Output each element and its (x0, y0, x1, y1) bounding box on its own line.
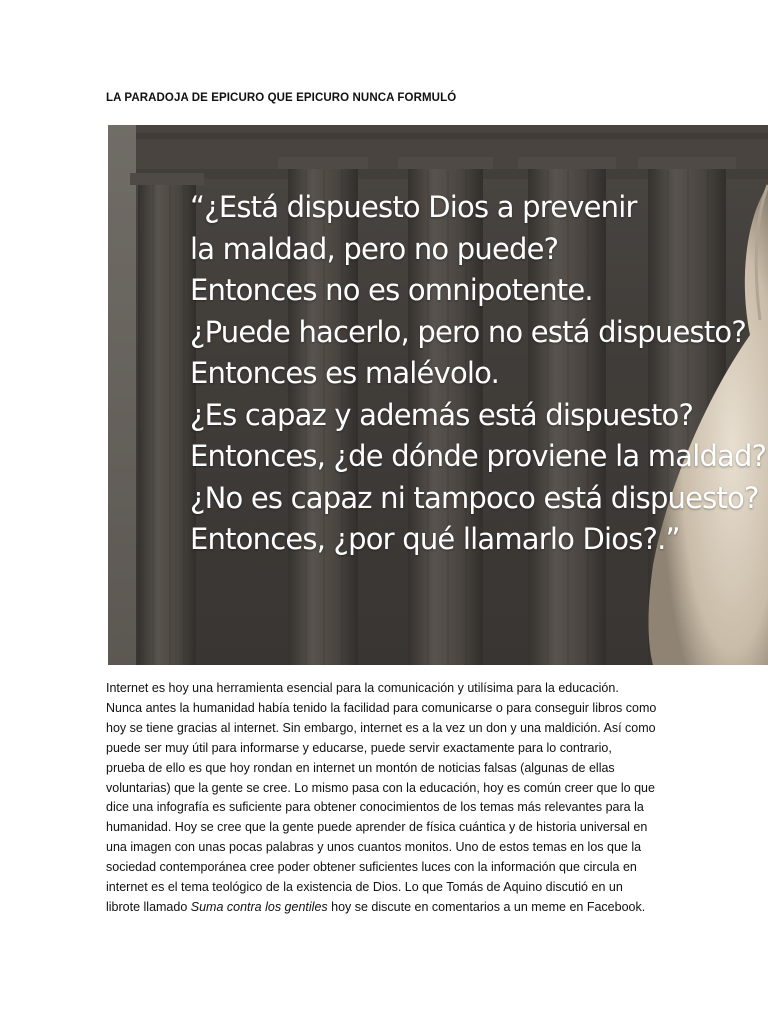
paragraph-line: humanidad. Hoy se cree que la gente puede aprender de física cuántica y de historia universal en (106, 820, 648, 835)
quote-line: ¿No es capaz ni tampoco está dispuesto? (190, 480, 759, 515)
epicurus-quote (190, 187, 767, 561)
paragraph-line: una imagen con unas pocas palabras y unos cuantos monitos. Uno de estos temas en los que la (106, 840, 642, 855)
paragraph-line: hoy se tiene gracias al internet. Sin embargo, internet es a la vez un don y una maldición. Así como (106, 720, 656, 735)
last-line-suffix: hoy se discute en comentarios a un meme en Facebook. (327, 899, 646, 914)
paragraph-line: Nunca antes la humanidad había tenido la facilidad para comunicarse o para conseguir libros como (106, 700, 657, 715)
last-line-prefix: librote llamado (106, 899, 191, 914)
paragraph-line: dice una infografía es suficiente para obtener conocimientos de los temas más relevantes para la (106, 800, 644, 815)
paragraph-line: sociedad contemporánea cree poder obtener suficientes luces con la información que circula en (106, 860, 637, 875)
paragraph-last-line (106, 898, 666, 918)
paragraph-line: voluntarias) que la gente se cree. Lo mismo pasa con la educación, hoy es común creer que lo que (106, 780, 655, 795)
paragraph-line: puede ser muy útil para informarse y educarse, puede servir exactamente para lo contrario, (106, 740, 612, 755)
quote-line: Entonces es malévolo. (190, 356, 500, 390)
paragraph-line: internet es el tema teológico de la existencia de Dios. Lo que Tomás de Aquino discutió en un (106, 880, 623, 895)
quote-line: “¿Está dispuesto Dios a prevenir (190, 190, 637, 224)
book-title: Suma contra los gentiles (190, 899, 328, 914)
quote-line: ¿Es capaz y además está dispuesto? (190, 397, 694, 432)
body-paragraph (106, 679, 666, 918)
quote-line: Entonces, ¿por qué llamarlo Dios?.” (190, 522, 680, 556)
paragraph-line: prueba de ello es que hoy rondan en internet un montón de noticias falsas (algunas de ellas (106, 760, 615, 775)
paragraph-line: Internet es hoy una herramienta esencial para la comunicación y utilísima para la educación. (106, 681, 619, 695)
quote-image (108, 125, 768, 665)
quote-line: ¿Puede hacerlo, pero no está dispuesto? (190, 314, 746, 349)
quote-line: la maldad, pero no puede? (190, 231, 559, 266)
quote-line: Entonces no es omnipotente. (190, 273, 593, 307)
document-title: LA PARADOJA DE EPICURO QUE EPICURO NUNCA FORMULÓ (106, 92, 457, 104)
quote-line: Entonces, ¿de dónde proviene la maldad? (190, 439, 767, 473)
